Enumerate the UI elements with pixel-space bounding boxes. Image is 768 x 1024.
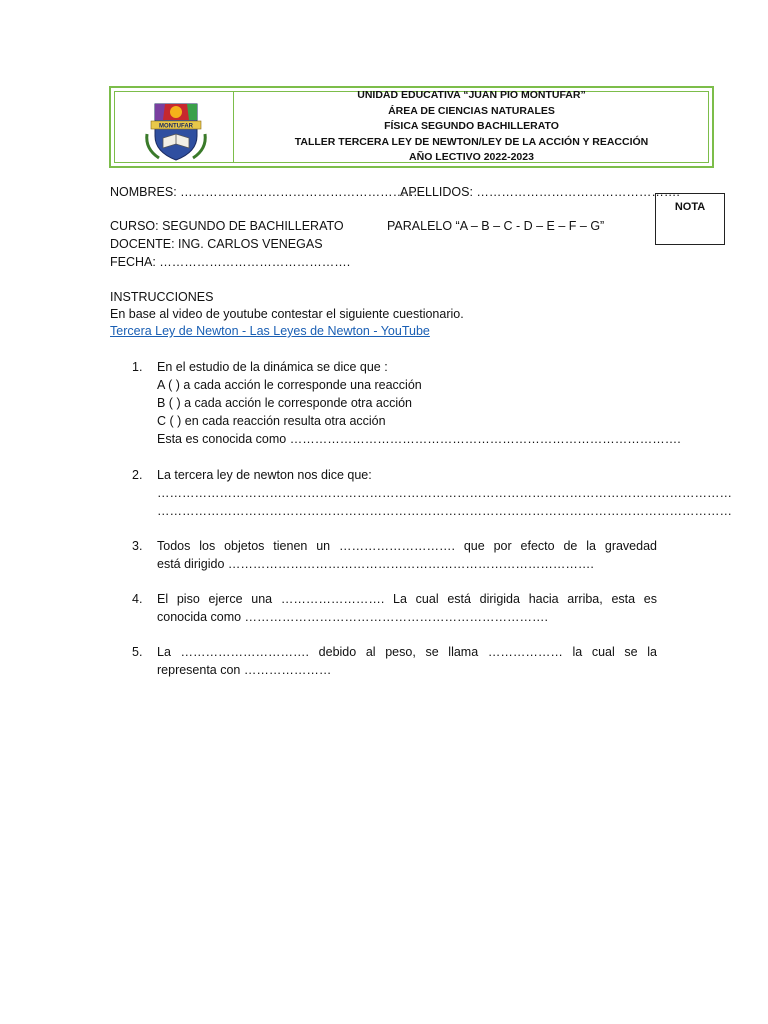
workshop-title: TALLER TERCERA LEY DE NEWTON/LEY DE LA ACCIÓN Y REACCIÓN: [294, 135, 649, 148]
curso-field: CURSO: SEGUNDO DE BACHILLERATO: [110, 219, 344, 233]
logo-banner-text: MONTUFAR: [159, 123, 193, 130]
question-text-cont: está dirigido …………………………………………………………………………….: [157, 557, 594, 571]
header-text: [235, 89, 708, 164]
instructions-heading: INSTRUCCIONES: [110, 290, 214, 304]
question-number: 2.: [132, 468, 143, 482]
grade-label: NOTA: [674, 201, 706, 213]
fecha-field: FECHA: ……………………………………….: [110, 255, 351, 269]
docente-field: DOCENTE: ING. CARLOS VENEGAS: [110, 237, 323, 251]
logo-cell: [115, 92, 234, 162]
apellidos-field: APELLIDOS: ………………………………………….: [400, 185, 680, 199]
school-crest-logo: [141, 94, 211, 164]
question-number: 1.: [132, 360, 143, 374]
option-b: B ( ) a cada acción le corresponde otra acción: [157, 396, 412, 410]
nombres-field: NOMBRES: ………………………………………………….: [110, 185, 422, 199]
option-c: C ( ) en cada reacción resulta otra acción: [157, 414, 386, 428]
question-2: [132, 466, 732, 522]
question-text: El piso ejerce una ……………………. La cual está dirigida hacia arriba, esta es: [157, 592, 657, 606]
youtube-link[interactable]: Tercera Ley de Newton - Las Leyes de Newton - YouTube: [110, 324, 430, 338]
question-text: La tercera ley de newton nos dice que:: [157, 468, 372, 482]
instructions-text: En base al video de youtube contestar el siguiente cuestionario.: [110, 307, 464, 321]
option-a: A ( ) a cada acción le corresponde una reacción: [157, 378, 422, 392]
answer-line: …………………………………………………………………………………………………………………………: [157, 486, 732, 500]
answer-line: …………………………………………………………………………………………………………………………: [157, 504, 732, 518]
answer-line: Esta es conocida como ………………………………………………………………………………….: [157, 432, 681, 446]
subject-name: FÍSICA SEGUNDO BACHILLERATO: [384, 120, 559, 133]
school-name: UNIDAD EDUCATIVA “JUAN PIO MONTUFAR”: [357, 89, 586, 102]
paralelo-field: PARALELO “A – B – C - D – E – F – G”: [387, 219, 605, 233]
question-4: [132, 590, 657, 628]
header-inner: [114, 91, 709, 163]
question-text-cont: conocida como ……………………………………………………………….: [157, 610, 549, 624]
grade-box: [655, 193, 725, 245]
question-text-cont: representa con …………………: [157, 663, 332, 677]
header-box: [109, 86, 714, 168]
question-text: En el estudio de la dinámica se dice que :: [157, 360, 388, 374]
area-name: ÁREA DE CIENCIAS NATURALES: [388, 104, 555, 117]
question-number: 3.: [132, 539, 143, 553]
question-5: [132, 643, 657, 681]
question-number: 5.: [132, 645, 143, 659]
question-text: Todos los objetos tienen un ………………………. que por efecto de la gravedad: [157, 539, 657, 553]
question-text: La …………………………. debido al peso, se llama ……………… la cual se la: [157, 645, 657, 659]
school-year: AÑO LECTIVO 2022-2023: [409, 151, 534, 164]
question-1: [132, 358, 681, 448]
question-3: [132, 537, 657, 575]
question-number: 4.: [132, 592, 143, 606]
